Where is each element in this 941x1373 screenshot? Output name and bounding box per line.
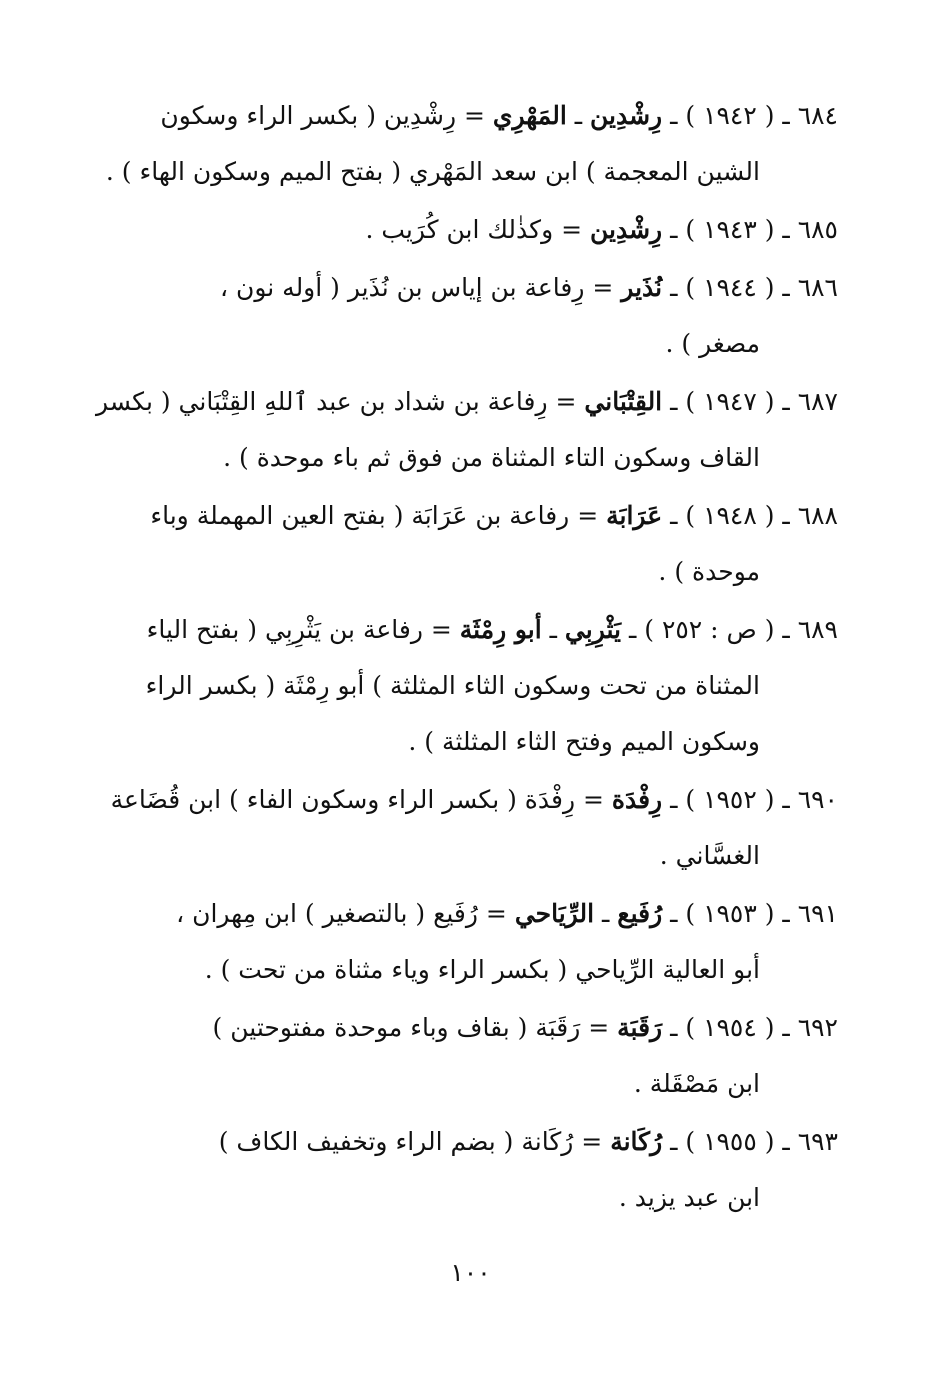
entry-684: ٦٨٤ ـ ( ١٩٤٢ ) ـ رِشْدِين ـ المَهْرِي = رِشْدِين ( بكسر الراء وسكون الشين المعجمة ) ابن سعد المَهْري ( بفتح الميم وسكون الهاء ) . <box>82 88 838 200</box>
entry-text-cont: أبو العالية الرِّياحي ( بكسر الراء وياء مثناة من تحت ) . <box>204 955 760 984</box>
entry-text-cont: وسكون الميم وفتح الثاء المثلثة ) . <box>408 727 760 756</box>
entry-text: = رَقَبَة ( بقاف وباء موحدة مفتوحتين ) <box>212 1013 610 1042</box>
entry-head: المَهْرِي <box>492 101 567 130</box>
entry-text-cont: المثناة من تحت وسكون الثاء المثلثة ) أبو رِمْثَة ( بكسر الراء <box>145 671 760 700</box>
entry-number: ٦٩٢ <box>797 1013 838 1042</box>
entry-693: ٦٩٣ ـ ( ١٩٥٥ ) ـ رُكَانة = رُكَانة ( بضم الراء وتخفيف الكاف ) ابن عبد يزيد . <box>82 1114 838 1226</box>
entry-text: = رِفاعة بن إياس بن نُذَير ( أوله نون ، <box>219 273 614 302</box>
entry-text: = وكذٰلك ابن كُرَيب . <box>365 215 583 244</box>
entry-text-cont: ابن عبد يزيد . <box>618 1183 760 1212</box>
entry-number: ٦٨٤ <box>797 101 838 130</box>
entry-text: = رُفَيع ( بالتصغير ) ابن مِهران ، <box>176 899 507 928</box>
entry-688: ٦٨٨ ـ ( ١٩٤٨ ) ـ عَرَابَة = رفاعة بن عَرَابَة ( بفتح العين المهملة وباء موحدة ) . <box>82 488 838 600</box>
entry-685: ٦٨٥ ـ ( ١٩٤٣ ) ـ رِشْدِين = وكذٰلك ابن كُرَيب . <box>365 215 838 244</box>
entry-head: يَثْرِبِي <box>564 615 622 644</box>
entry-text-cont: موحدة ) . <box>658 557 760 586</box>
entry-ref: ( ١٩٤٣ ) <box>685 215 775 244</box>
entry-687: ٦٨٧ ـ ( ١٩٤٧ ) ـ القِتْبَاني = رِفاعة بن شداد بن عبد ٱللهِ القِتْبَاني ( بكسر القاف وسكون التاء المثناة من فوق ثم باء موحدة ) . <box>82 374 838 486</box>
entry-ref: ( ١٩٤٧ ) <box>685 387 775 416</box>
entry-head: رِفْدَة <box>611 785 663 814</box>
entry-number: ٦٨٨ <box>797 501 838 530</box>
entry-head: أبو رِمْثَة <box>459 615 542 644</box>
entry-head: رِشْدِين <box>590 215 663 244</box>
entry-text-cont: الغسَّاني . <box>659 841 760 870</box>
entry-text-cont: القاف وسكون التاء المثناة من فوق ثم باء موحدة ) . <box>223 443 760 472</box>
entry-head: الرِّيَاحي <box>514 899 595 928</box>
entry-number: ٦٩٣ <box>797 1127 838 1156</box>
entry-ref: ( ١٩٤٢ ) <box>685 101 775 130</box>
entry-text-cont: ابن مَصْقَلة . <box>633 1069 760 1098</box>
entry-text-cont: الشين المعجمة ) ابن سعد المَهْري ( بفتح الميم وسكون الهاء ) . <box>105 157 760 186</box>
entry-689: ٦٨٩ ـ ( ص : ٢٥٢ ) ـ يَثْرِبِي ـ أبو رِمْثَة = رفاعة بن يَثْرِبِي ( بفتح الياء المثناة من تحت وسكون الثاء المثلثة ) أبو رِمْثَة ( بكسر الراء وسكون الميم وفتح الثاء المثلثة ) . <box>82 602 838 770</box>
entry-686: ٦٨٦ ـ ( ١٩٤٤ ) ـ نُذَير = رِفاعة بن إياس بن نُذَير ( أوله نون ، مصغر ) . <box>82 260 838 372</box>
entry-text: = رِفْدَة ( بكسر الراء وسكون الفاء ) ابن قُضَاعة <box>110 785 604 814</box>
entry-ref: ( ١٩٥٣ ) <box>685 899 775 928</box>
entry-head: رِشْدِين <box>590 101 663 130</box>
entry-ref: ( ١٩٤٤ ) <box>685 273 775 302</box>
entry-text: = رِشْدِين ( بكسر الراء وسكون <box>160 101 485 130</box>
page-number: ١٠٠ <box>450 1258 491 1287</box>
entry-text: = رُكَانة ( بضم الراء وتخفيف الكاف ) <box>218 1127 603 1156</box>
entry-text-cont: مصغر ) . <box>665 329 760 358</box>
entry-text: = رفاعة بن عَرَابَة ( بفتح العين المهملة وباء <box>150 501 599 530</box>
entry-head: رَقَبَة <box>617 1013 663 1042</box>
entry-head: نُذَير <box>621 273 663 302</box>
entry-number: ٦٩٠ <box>797 785 838 814</box>
entry-number: ٦٨٩ <box>797 615 838 644</box>
entries-list <box>82 88 838 1228</box>
entry-ref: ( ص : ٢٥٢ ) <box>644 615 775 644</box>
entry-ref: ( ١٩٤٨ ) <box>685 501 775 530</box>
entry-head: عَرَابَة <box>606 501 663 530</box>
entry-number: ٦٨٦ <box>797 273 838 302</box>
entry-number: ٦٨٥ <box>797 215 838 244</box>
entry-ref: ( ١٩٥٢ ) <box>685 785 775 814</box>
entry-head: القِتْبَاني <box>584 387 663 416</box>
entry-691: ٦٩١ ـ ( ١٩٥٣ ) ـ رُفَيع ـ الرِّيَاحي = رُفَيع ( بالتصغير ) ابن مِهران ، أبو العالية الرِّياحي ( بكسر الراء وياء مثناة من تحت ) . <box>82 886 838 998</box>
entry-text: = رفاعة بن يَثْرِبِي ( بفتح الياء <box>146 615 452 644</box>
entry-text: = رِفاعة بن شداد بن عبد ٱللهِ القِتْبَاني ( بكسر <box>96 387 577 416</box>
entry-head: رُكَانة <box>610 1127 663 1156</box>
entry-ref: ( ١٩٥٤ ) <box>685 1013 775 1042</box>
entry-ref: ( ١٩٥٥ ) <box>685 1127 775 1156</box>
entry-692: ٦٩٢ ـ ( ١٩٥٤ ) ـ رَقَبَة = رَقَبَة ( بقاف وباء موحدة مفتوحتين ) ابن مَصْقَلة . <box>82 1000 838 1112</box>
entry-number: ٦٩١ <box>797 899 838 928</box>
entry-number: ٦٨٧ <box>797 387 838 416</box>
entry-690: ٦٩٠ ـ ( ١٩٥٢ ) ـ رِفْدَة = رِفْدَة ( بكسر الراء وسكون الفاء ) ابن قُضَاعة الغسَّاني . <box>82 772 838 884</box>
entry-head: رُفَيع <box>617 899 663 928</box>
